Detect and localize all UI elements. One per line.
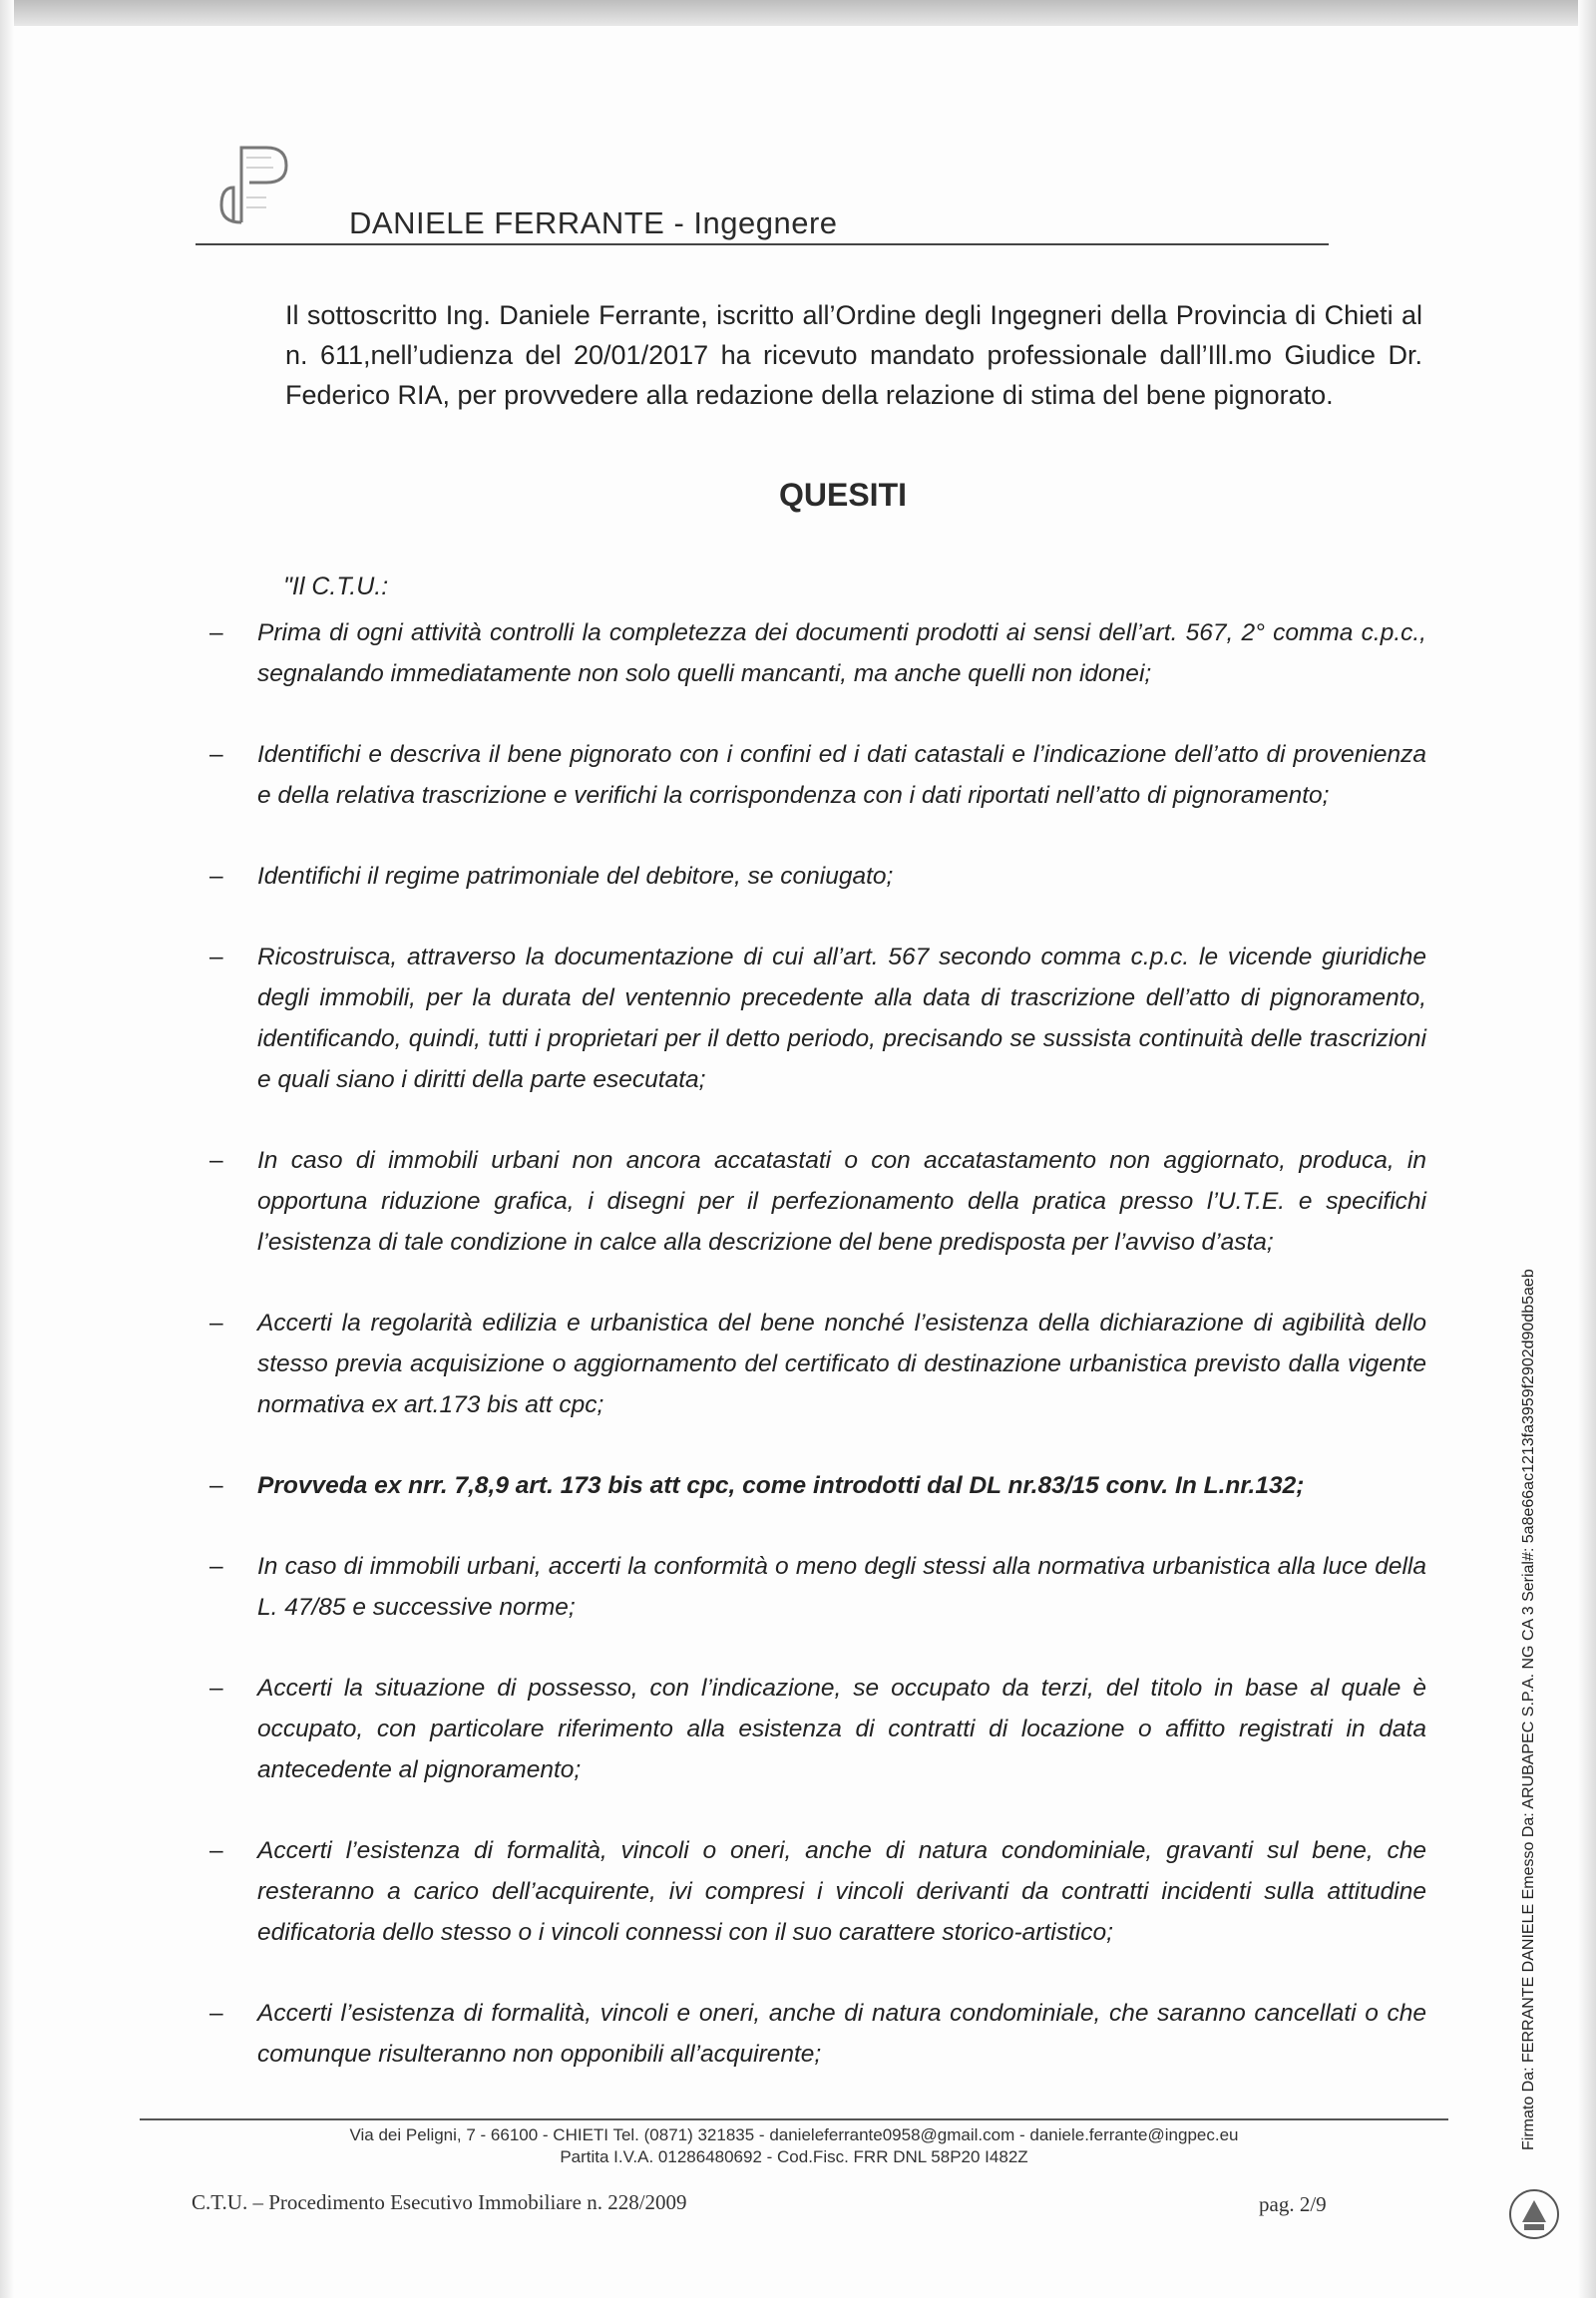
dash-bullet: – [209, 741, 223, 768]
df-logo-icon [211, 128, 311, 227]
question-text: Accerti l’esistenza di formalità, vincoli o oneri, anche di natura condominiale, gravanti sul bene, che resteranno a carico dell’acquirente, ivi compresi i vincoli derivanti da contratti incidenti sulla attitudine edificatoria dello stesso o i vincoli connessi con il suo carattere storico-artistico; [257, 1837, 1426, 1946]
dash-bullet: – [209, 1310, 223, 1337]
footer-divider [140, 2118, 1448, 2120]
dash-bullet: – [209, 863, 223, 890]
footer-contacts-line1: Via dei Peligni, 7 - 66100 - CHIETI Tel. (0871) 321835 - danieleferrante0958@gmail.com - daniele.ferrante@ingpec.eu [349, 2125, 1239, 2144]
footer-contacts-line2: Partita I.V.A. 01286480692 - Cod.Fisc. FRR DNL 58P20 I482Z [560, 2147, 1028, 2166]
dash-bullet: – [209, 1472, 223, 1499]
footer-contacts [140, 2124, 1448, 2168]
dash-bullet: – [209, 1837, 223, 1864]
intro-paragraph: Il sottoscritto Ing. Daniele Ferrante, iscritto all’Ordine degli Ingegneri della Provincia di Chieti al n. 611,nell’udienza del 20/01/2017 ha ricevuto mandato professionale dall’Ill.mo Giudice Dr. Federico RIA, per provvedere alla redazione della relazione di stima del bene pignorato. [285, 300, 1422, 410]
list-item [209, 734, 1426, 816]
question-text: In caso di immobili urbani non ancora accatastati o con accatastamento non aggiornato, produca, in opportuna riduzione grafica, i disegni per il perfezionamento della pratica presso l’U.T.E. e specifichi l’esistenza di tale condizione in calce alla descrizione del bene predisposta per l’avviso d’asta; [257, 1147, 1426, 1256]
list-item [209, 856, 1426, 897]
list-item [209, 1465, 1426, 1506]
question-text: Accerti la regolarità edilizia e urbanistica del bene nonché l’esistenza della dichiarazione di agibilità dello stesso previa acquisizione o aggiornamento del certificato di destinazione urbanistica previsto dalla vigente normativa ex art.173 bis att cpc; [257, 1310, 1426, 1418]
question-text: Ricostruisca, attraverso la documentazione di cui all’art. 567 secondo comma c.p.c. le vicende giuridiche degli immobili, per la durata del ventennio precedente alla data di trascrizione dell’atto di pignoramento, identificando, quindi, tutti i proprietari per il detto periodo, precisando se sussista continuità delle trascrizioni e quali siano i diritti della parte esecutata; [257, 944, 1426, 1093]
seal-icon [1504, 2184, 1564, 2244]
question-text: Accerti la situazione di possesso, con l’indicazione, se occupato da terzi, del titolo in base al quale è occupato, con particolare riferimento alla esistenza di contratti di locazione o affitto registrati in data antecedente al pignoramento; [257, 1675, 1426, 1783]
question-text: Prima di ogni attività controlli la completezza dei documenti prodotti ai sensi dell’art. 567, 2° comma c.p.c., segnalando immediatamente non solo quelli mancanti, ma anche quelli non idonei; [257, 619, 1426, 687]
ctu-label: "Il C.T.U.: [283, 573, 389, 600]
scan-edge-top [0, 0, 1596, 26]
scan-edge-left [0, 0, 14, 2298]
letterhead-name: DANIELE FERRANTE - Ingegnere [349, 205, 838, 240]
dash-bullet: – [209, 1553, 223, 1580]
dash-bullet: – [209, 619, 223, 646]
question-text: Accerti l’esistenza di formalità, vincoli e oneri, anche di natura condominiale, che saranno cancellati o che comunque risulteranno non opponibili all’acquirente; [257, 2000, 1426, 2068]
list-item [209, 1303, 1426, 1425]
scan-edge-right [1578, 0, 1596, 2298]
question-text: Identifichi il regime patrimoniale del debitore, se coniugato; [257, 863, 894, 890]
section-title: QUESITI [778, 477, 907, 513]
procedure-reference: C.T.U. – Procedimento Esecutivo Immobiliare n. 228/2009 [192, 2190, 687, 2214]
list-item [209, 1668, 1426, 1790]
dash-bullet: – [209, 1147, 223, 1174]
digital-signature-strip: Firmato Da: FERRANTE DANIELE Emesso Da: ARUBAPEC S.P.A. NG CA 3 Serial#: 5a8e66ac1213fa3959f2902d90db5aeb [1520, 1269, 1537, 2150]
list-item [209, 1993, 1426, 2075]
dash-bullet: – [209, 944, 223, 970]
page-number: pag. 2/9 [1259, 2192, 1327, 2216]
list-item [209, 1140, 1426, 1263]
question-text: Provveda ex nrr. 7,8,9 art. 173 bis att cpc, come introdotti dal DL nr.83/15 conv. In L.nr.132; [257, 1472, 1305, 1499]
list-item [209, 1546, 1426, 1628]
question-text: Identifichi e descriva il bene pignorato con i confini ed i dati catastali e l’indicazione dell’atto di provenienza e della relativa trascrizione e verifichi la corrispondenza con i dati riportati nell’atto di pignoramento; [257, 741, 1426, 809]
question-text: In caso di immobili urbani, accerti la conformità o meno degli stessi alla normativa urbanistica alla luce della L. 47/85 e successive norme; [257, 1553, 1426, 1621]
list-item [209, 1830, 1426, 1953]
questions-list [209, 612, 1426, 2114]
header-divider [196, 243, 1329, 245]
dash-bullet: – [209, 2000, 223, 2027]
list-item [209, 937, 1426, 1100]
dash-bullet: – [209, 1675, 223, 1702]
list-item [209, 612, 1426, 694]
